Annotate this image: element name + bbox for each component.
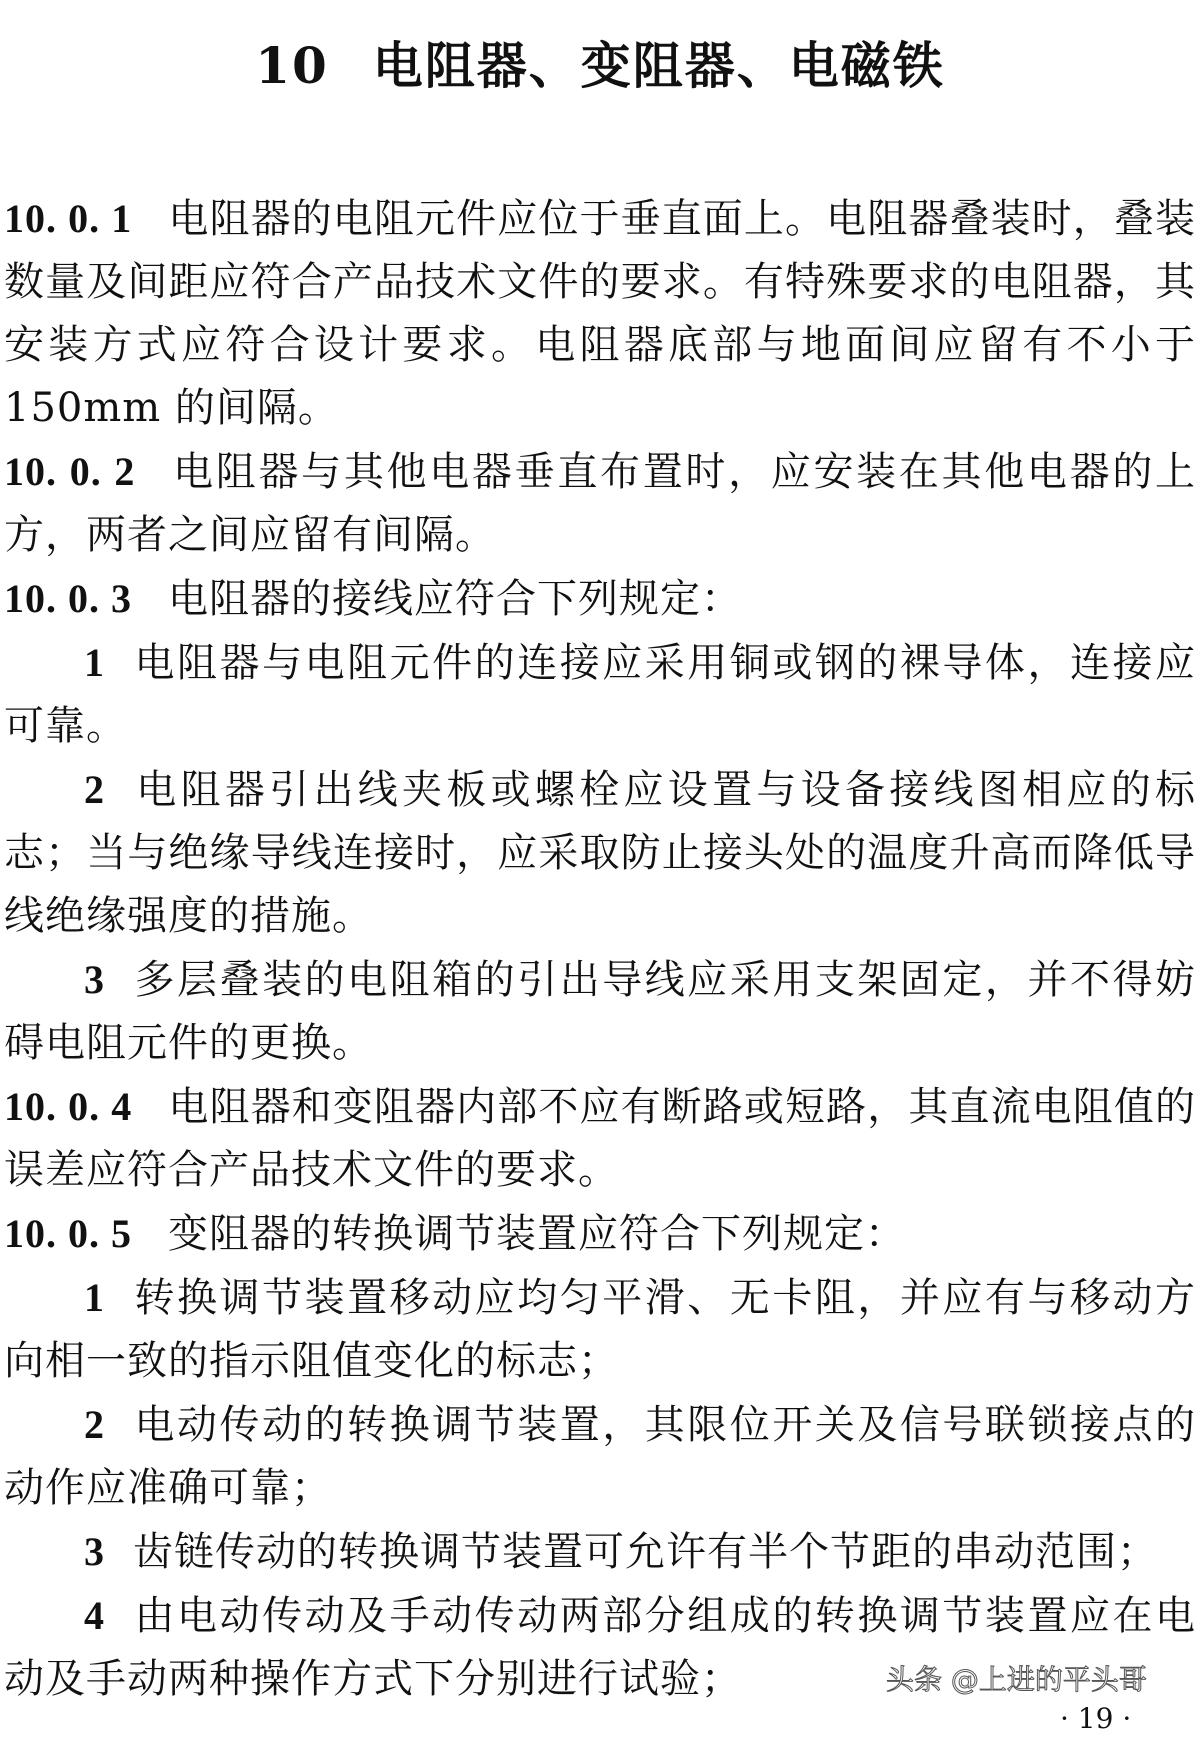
- clause-10-0-3-item-1: [4, 631, 1196, 758]
- page-number: · 19 ·: [1060, 1702, 1132, 1735]
- body-text: [4, 187, 1196, 1711]
- clause-10-0-2: [4, 440, 1196, 567]
- clause-10-0-3: [4, 567, 1196, 631]
- item-text: 多层叠装的电阻箱的引出导线应采用支架固定，并不得妨碍电阻元件的更换。: [4, 957, 1196, 1066]
- item-text: 电阻器引出线夹板或螺栓应设置与设备接线图相应的标志；当与绝缘导线连接时，应采取防止接头处的温度升高而降低导线绝缘强度的措施。: [4, 767, 1196, 939]
- clause-text: 变阻器的转换调节装置应符合下列规定：: [168, 1211, 906, 1257]
- clause-number: 10. 0. 3: [4, 576, 132, 621]
- clause-10-0-5: [4, 1202, 1196, 1266]
- item-text: 电动传动的转换调节装置，其限位开关及信号联锁接点的动作应准确可靠；: [4, 1402, 1196, 1511]
- clause-10-0-5-item-1: [4, 1266, 1196, 1393]
- clause-text: 电阻器的电阻元件应位于垂直面上。电阻器叠装时，叠装数量及间距应符合产品技术文件的要求。有特殊要求的电阻器，其安装方式应符合设计要求。电阻器底部与地面间应留有不小于 150mm 的间隔。: [4, 196, 1197, 431]
- clause-text: 电阻器的接线应符合下列规定：: [168, 576, 742, 622]
- item-number: 1: [84, 640, 105, 685]
- clause-text: 电阻器与其他电器垂直布置时，应安装在其他电器的上方，两者之间应留有间隔。: [4, 449, 1197, 558]
- clause-10-0-4: [4, 1075, 1196, 1202]
- chapter-title-text: 电阻器、变阻器、电磁铁: [372, 35, 945, 95]
- item-number: 3: [84, 1529, 105, 1574]
- clause-10-0-1: [4, 187, 1196, 440]
- clause-number: 10. 0. 4: [4, 1084, 133, 1129]
- clause-10-0-3-item-3: [4, 948, 1196, 1075]
- item-text: 由电动传动及手动传动两部分组成的转换调节装置应在电动及手动两种操作方式下分别进行试验；: [4, 1593, 1196, 1702]
- clause-text: 电阻器和变阻器内部不应有断路或短路，其直流电阻值的误差应符合产品技术文件的要求。: [4, 1084, 1197, 1193]
- clause-number: 10. 0. 5: [4, 1211, 132, 1256]
- chapter-title: [0, 36, 1200, 96]
- item-number: 2: [84, 1402, 105, 1447]
- clause-number: 10. 0. 1: [4, 196, 133, 241]
- item-number: 1: [84, 1275, 105, 1320]
- watermark: 头条 @上进的平头哥: [886, 1663, 1147, 1696]
- item-text: 转换调节装置移动应均匀平滑、无卡阻，并应有与移动方向相一致的指示阻值变化的标志；: [4, 1275, 1196, 1384]
- item-number: 4: [84, 1593, 105, 1638]
- clause-number: 10. 0. 2: [4, 449, 136, 494]
- item-text: 电阻器与电阻元件的连接应采用铜或钢的裸导体，连接应可靠。: [4, 640, 1196, 749]
- item-number: 2: [84, 767, 105, 812]
- item-text: 齿链传动的转换调节装置可允许有半个节距的串动范围；: [133, 1529, 1158, 1575]
- item-number: 3: [84, 957, 105, 1002]
- clause-10-0-5-item-3: [4, 1520, 1196, 1584]
- clause-10-0-3-item-2: [4, 758, 1196, 948]
- chapter-number: 10: [255, 35, 329, 95]
- clause-10-0-5-item-2: [4, 1393, 1196, 1520]
